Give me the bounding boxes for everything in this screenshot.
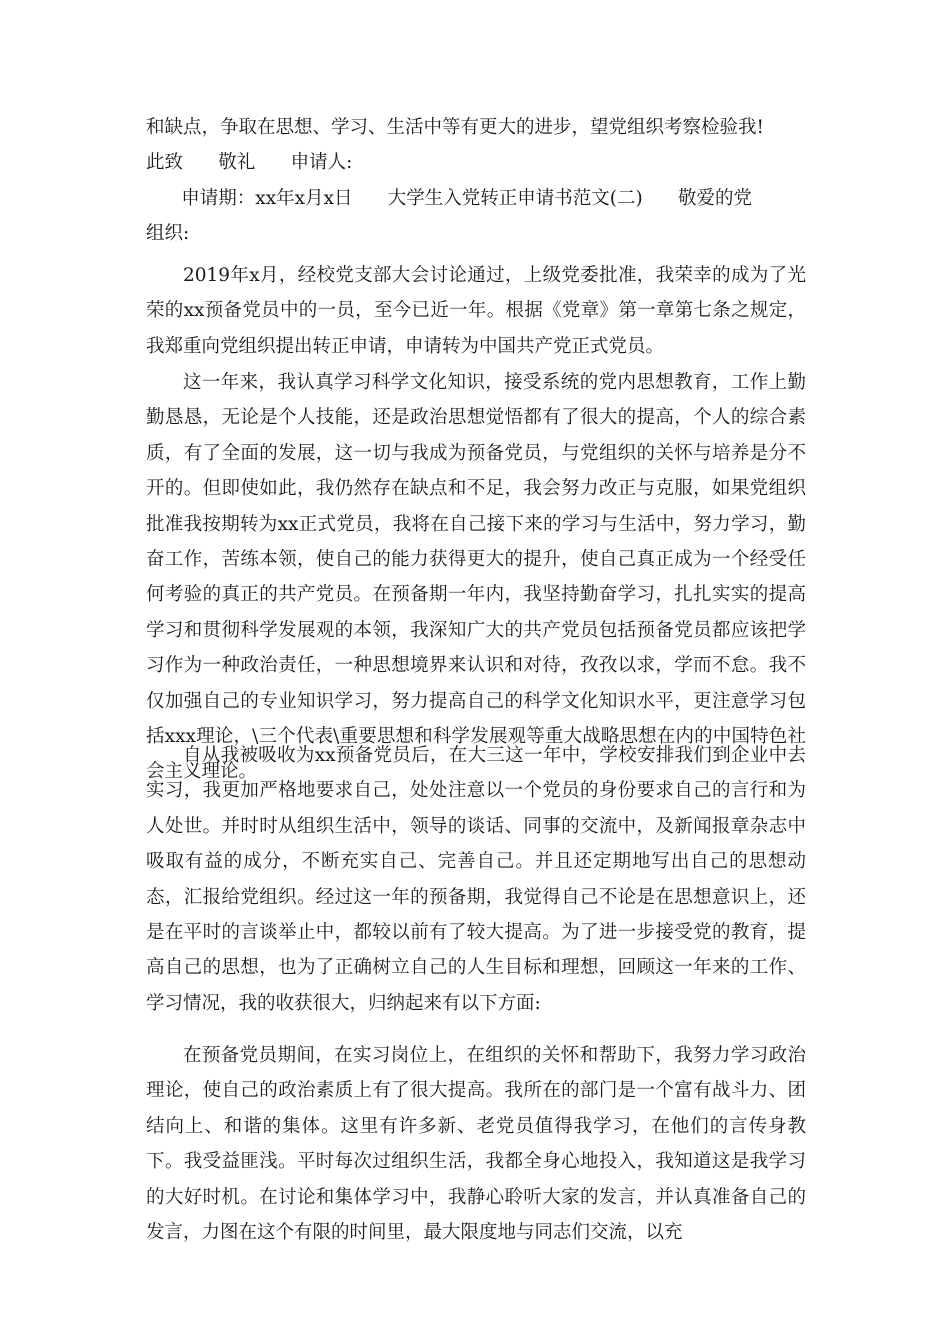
- body-paragraph: 这一年来，我认真学习科学文化知识，接受系统的党内思想教育，工作上勤勤恳恳，无论是个人技能，还是政治思想觉悟都有了很大的提高，个人的综合素质，有了全面的发展，这一切与我成为预备党员，与党组织的关怀与培养是分不开的。但即使如此，我仍然存在缺点和不足，我会努力改正与克服，如果党组织批准我按期转为xx正式党员，我将在自己接下来的学习与生活中，努力学习，勤奋工作，苦练本领，使自己的能力获得更大的提升，使自己真正成为一个经受任何考验的真正的共产党员。在预备期一年内，我坚持勤奋学习，扎扎实实的提高学习和贯彻科学发展观的本领，我深知广大的共产党员包括预备党员都应该把学习作为一种政治责任，一种思想境界来认识和对待，孜孜以求，学而不怠。我不仅加强自己的专业知识学习，努力提高自己的科学文化知识水平，更注意学习包括xxx理论，\三个代表\重要思想和科学发展观等重大战略思想在内的中国特色社会主义理论。: [146, 372, 806, 783]
- body-paragraph: 2019年x月，经校党支部大会讨论通过，上级党委批准，我荣幸的成为了光荣的xx预备党员中的一员，至今已近一年。根据《党章》第一章第七条之规定，我郑重向党组织提出转正申请，申请转为中国共产党正式党员。: [146, 265, 806, 357]
- closing-salutation-line: 此致 敬礼 申请人:: [146, 152, 353, 174]
- continuation-line: 和缺点，争取在思想、学习、生活中等有更大的进步，望党组织考察检验我!: [146, 117, 764, 138]
- body-paragraph: 自从我被吸收为xx预备党员后，在大三这一年中，学校安排我们到企业中去实习，我更加严格地要求自己，处处注意以一个党员的身份要求自己的言行和为人处世。并时时从组织生活中，领导的谈话、同事的交流中，及新闻报章杂志中吸取有益的成分，不断充实自己、完善自己。并且还定期地写出自己的思想动态，汇报给党组织。经过这一年的预备期，我觉得自己不论是在思想意识上，还是在平时的言谈举止中，都较以前有了较大提高。为了进一步接受党的教育，提高自己的思想，也为了正确树立自己的人生目标和理想，回顾这一年来的工作、学习情况，我的收获很大，归纳起来有以下方面:: [146, 745, 806, 1014]
- date-and-title-line: 申请期：xx年x月x日 大学生入党转正申请书范文(二) 敬爱的党: [146, 187, 753, 209]
- body-paragraph: 在预备党员期间，在实习岗位上，在组织的关怀和帮助下，我努力学习政治理论，使自己的政治素质上有了很大提高。我所在的部门是一个富有战斗力、团结向上、和谐的集体。这里有许多新、老党员值得我学习，在他们的言传身教下。我受益匪浅。平时每次过组织生活，我都全身心地投入，我知道这是我学习的大好时机。在讨论和集体学习中，我静心聆听大家的发言，并认真准备自己的发言，力图在这个有限的时间里，最大限度地与同志们交流，以充: [146, 1045, 806, 1244]
- letter-closing-section: [146, 110, 806, 252]
- salutation-end-line: 组织:: [146, 223, 190, 245]
